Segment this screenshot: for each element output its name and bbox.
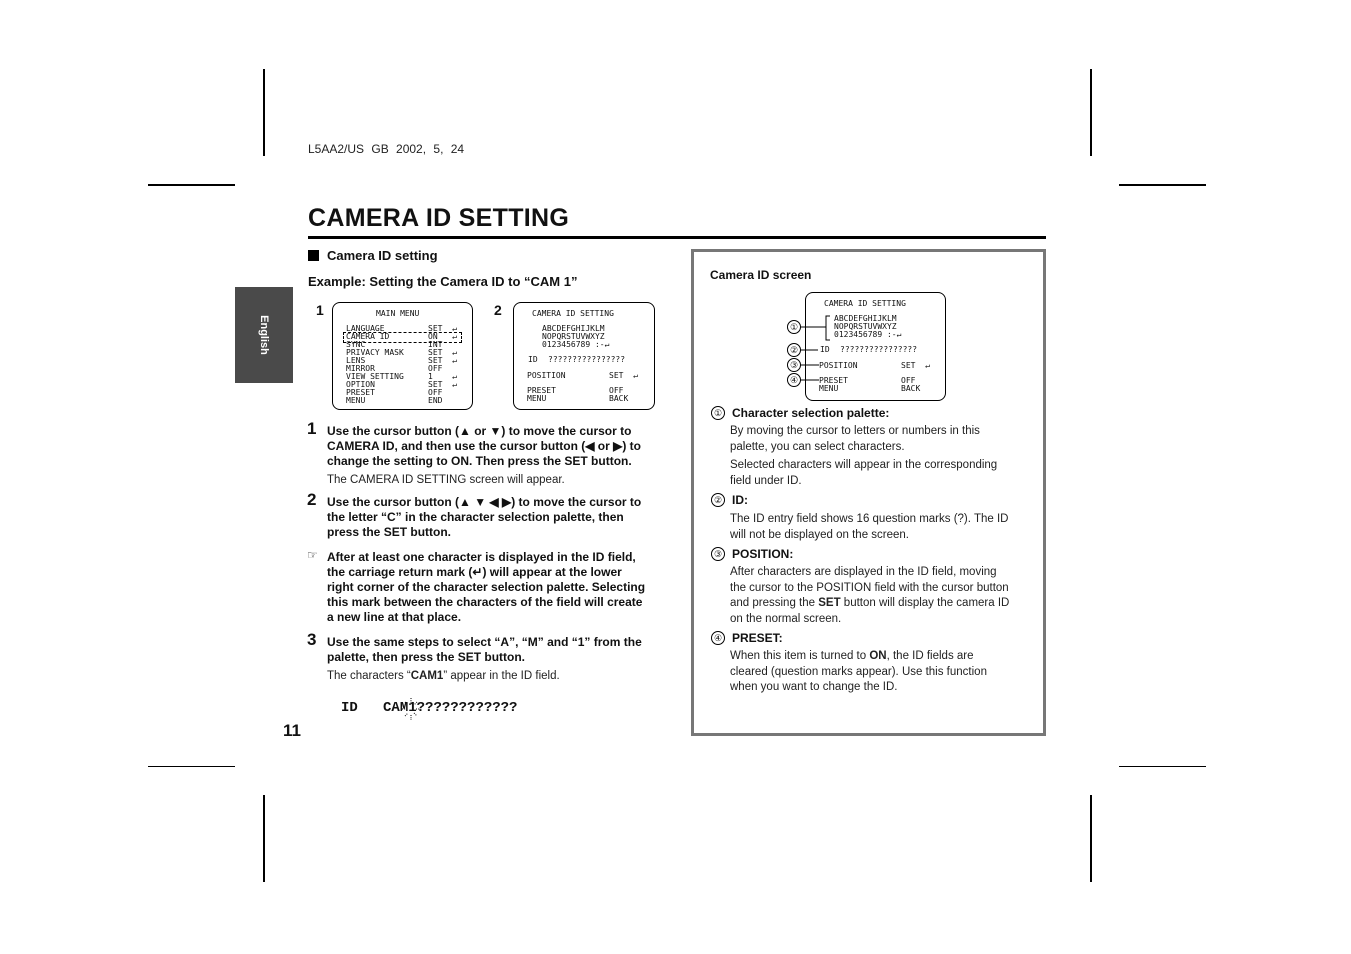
language-tab [235,287,293,383]
screen-row-label: POSITION [819,361,858,370]
item-4-heading [711,631,783,645]
callout-number: ④ [787,373,801,387]
menu-row-label: PRESET [346,388,375,397]
palette-row: NOPQRSTUVWXYZ [834,322,897,331]
main-menu-title: MAIN MENU [376,309,420,318]
step-1-text [327,424,641,469]
tip-line: the carriage return mark (↵) will appear at the lower [327,565,622,579]
id-example-label: ID [341,700,358,716]
menu-row-value: SET ↵ [428,348,457,357]
screen-row-value: SET ↵ [901,361,930,370]
page-title: CAMERA ID SETTING [308,204,570,232]
screen-row-label: MENU [527,394,547,403]
step-1-line: CAMERA ID, and then use the cursor button (◀ or ▶) to [327,439,642,453]
item-heading-text: PRESET: [732,631,783,645]
square-bullet-icon [308,250,319,261]
document-code: L5AA2/US GB 2002, 5, 24 [308,142,465,156]
item-line [730,596,1030,612]
camera-id-screen-title: CAMERA ID SETTING [532,309,614,318]
camera-id-screen-title: CAMERA ID SETTING [824,299,906,308]
item-4-body [730,649,1030,696]
callout-1 [787,320,801,334]
menu-row-value: SET ↵ [428,356,457,365]
tip-line: After at least one character is displayed in the ID field, [327,550,636,564]
item-text: button will display the camera ID [840,597,1010,609]
item-line: cleared (question marks appear). Use this function [730,665,987,678]
menu-row-label: CAMERA ID [346,332,390,341]
step-3-number: 3 [307,630,317,649]
screen-row-label: PRESET [819,376,848,385]
screen-row-value: BACK [609,394,629,403]
callout-number: ② [787,343,801,357]
palette-row: 0123456789 :-↵ [834,330,902,339]
callout-2 [787,343,801,357]
screen-row-value: OFF [609,386,624,395]
section-heading-text: Camera ID setting [327,248,438,263]
crop-mark [263,69,265,156]
menu-row-value: SET ↵ [428,324,457,333]
screen-row-label: POSITION [527,371,566,380]
screen-row-label: MENU [819,384,839,393]
step-1-note: The CAMERA ID SETTING screen will appear. [327,474,565,486]
example-heading: Example: Setting the Camera ID to “CAM 1” [308,274,578,289]
step-1-number: 1 [307,419,317,438]
item-heading-text: ID: [732,493,748,507]
id-field-label: ID [820,345,830,354]
menu-row-label: MENU [346,396,366,405]
step-3-note [327,669,560,684]
tip-text [327,550,645,625]
blinking-cursor-icon [402,698,420,720]
menu-row-label: SYNC [346,340,366,349]
item-number: ② [711,493,725,507]
item-line: By moving the cursor to letters or numbers in this [730,425,980,437]
tip-line: this mark between the characters of the field will create [327,595,643,609]
item-3-heading [711,547,793,561]
menu-row-label: PRIVACY MASK [346,348,404,357]
id-field-label: ID [528,355,538,364]
step-3-line: palette, then press the SET button. [327,650,526,664]
item-line: palette, you can select characters. [730,440,905,453]
menu-row-value: OFF [428,388,443,397]
item-1-body [730,424,1030,489]
item-line: when you want to change the ID. [730,681,898,693]
screen-2-label: 2 [494,302,502,318]
callout-number: ① [787,320,801,334]
item-text: , the ID fields are [886,650,974,662]
callout-4 [787,373,801,387]
item-number: ④ [711,631,725,645]
id-example-value: CAM1???????????? [383,700,518,716]
menu-row-label: MIRROR [346,364,375,373]
camera-id-screen [513,302,655,410]
item-text: When this item is turned to [730,650,870,662]
tip-line: a new line at that place. [327,610,462,624]
screen-row-label: PRESET [527,386,556,395]
crop-mark [1119,184,1206,186]
step-2-line: Use the cursor button (▲ ▼ ◀ ▶) to move the cursor to [327,495,642,509]
item-heading-text: POSITION: [732,547,794,561]
id-field-value: ???????????????? [840,345,918,354]
menu-row-label: VIEW SETTING [346,372,404,381]
step-1-line: change the setting to ON. Then press the SET button. [327,454,632,468]
crop-mark [148,184,235,186]
palette-row: ABCDEFGHIJKLM [542,324,605,333]
screen-row-value: BACK [901,384,921,393]
callout-3 [787,358,801,372]
step-2-number: 2 [307,490,317,509]
callout-number: ③ [787,358,801,372]
item-line [730,649,1030,665]
item-heading-text: Character selection palette: [732,406,890,420]
note-bold-text: CAM1 [410,670,444,682]
language-tab-label: English [258,315,270,355]
item-line: on the normal screen. [730,612,842,625]
note-text: The characters “ [327,670,411,682]
tip-line: right corner of the character selection palette. Selecting [327,580,646,594]
item-bold-text: SET [818,597,841,609]
title-rule [308,236,1046,239]
id-example-line [341,700,517,716]
screen-row-value: SET ↵ [609,371,638,380]
crop-mark [1119,766,1206,767]
step-3-line: Use the same steps to select “A”, “M” and “1” from the [327,635,642,649]
menu-row-value: 1 ↵ [428,372,457,381]
step-2-text [327,495,641,540]
palette-row: NOPQRSTUVWXYZ [542,332,605,341]
step-2-line: press the SET button. [327,525,452,539]
palette-row: ABCDEFGHIJKLM [834,314,897,323]
menu-row-value: INT [428,340,443,349]
selection-dashed-box [343,332,462,343]
menu-row-label: LANGUAGE [346,324,385,333]
id-field-value: ???????????????? [548,355,626,364]
item-bold-text: ON [869,650,887,662]
step-2-line: the letter “C” in the character selection palette, then [327,510,624,524]
menu-row-label: OPTION [346,380,375,389]
crop-mark [263,795,265,882]
item-line: field under ID. [730,474,802,487]
crop-mark [1090,69,1092,156]
item-line: will not be displayed on the screen. [730,528,909,541]
item-line: Selected characters will appear in the corresponding [730,459,998,471]
screen-1-label: 1 [316,302,324,318]
item-line: the cursor to the POSITION field with the cursor button [730,581,1009,594]
main-menu-screen [332,302,473,410]
panel-title: Camera ID screen [710,268,812,282]
item-1-heading [711,406,889,420]
step-3-text [327,635,642,665]
menu-row-value: ON ↵ [428,332,457,341]
palette-row: 0123456789 :-↵ [542,340,610,349]
item-2-body [730,512,1030,543]
item-number: ③ [711,547,725,561]
crop-mark [1090,795,1092,882]
item-line: The ID entry field shows 16 question marks (?). The ID [730,513,1009,525]
menu-row-value: SET ↵ [428,380,457,389]
item-3-body [730,565,1030,627]
menu-row-value: OFF [428,364,443,373]
step-1-line: Use the cursor button (▲ or ▼) to move the cursor to [327,424,632,438]
menu-row-value: END [428,396,443,405]
item-2-heading [711,493,748,507]
item-line: After characters are displayed in the ID field, moving [730,566,997,578]
crop-mark [148,766,235,767]
screen-row-value: OFF [901,376,916,385]
page-number: 11 [283,721,301,740]
item-number: ① [711,406,725,420]
section-heading [308,248,438,263]
note-text: ” appear in the ID field. [443,670,560,682]
pointing-hand-icon: ☞ [307,548,318,562]
item-text: and pressing the [730,597,819,609]
menu-row-label: LENS [346,356,366,365]
